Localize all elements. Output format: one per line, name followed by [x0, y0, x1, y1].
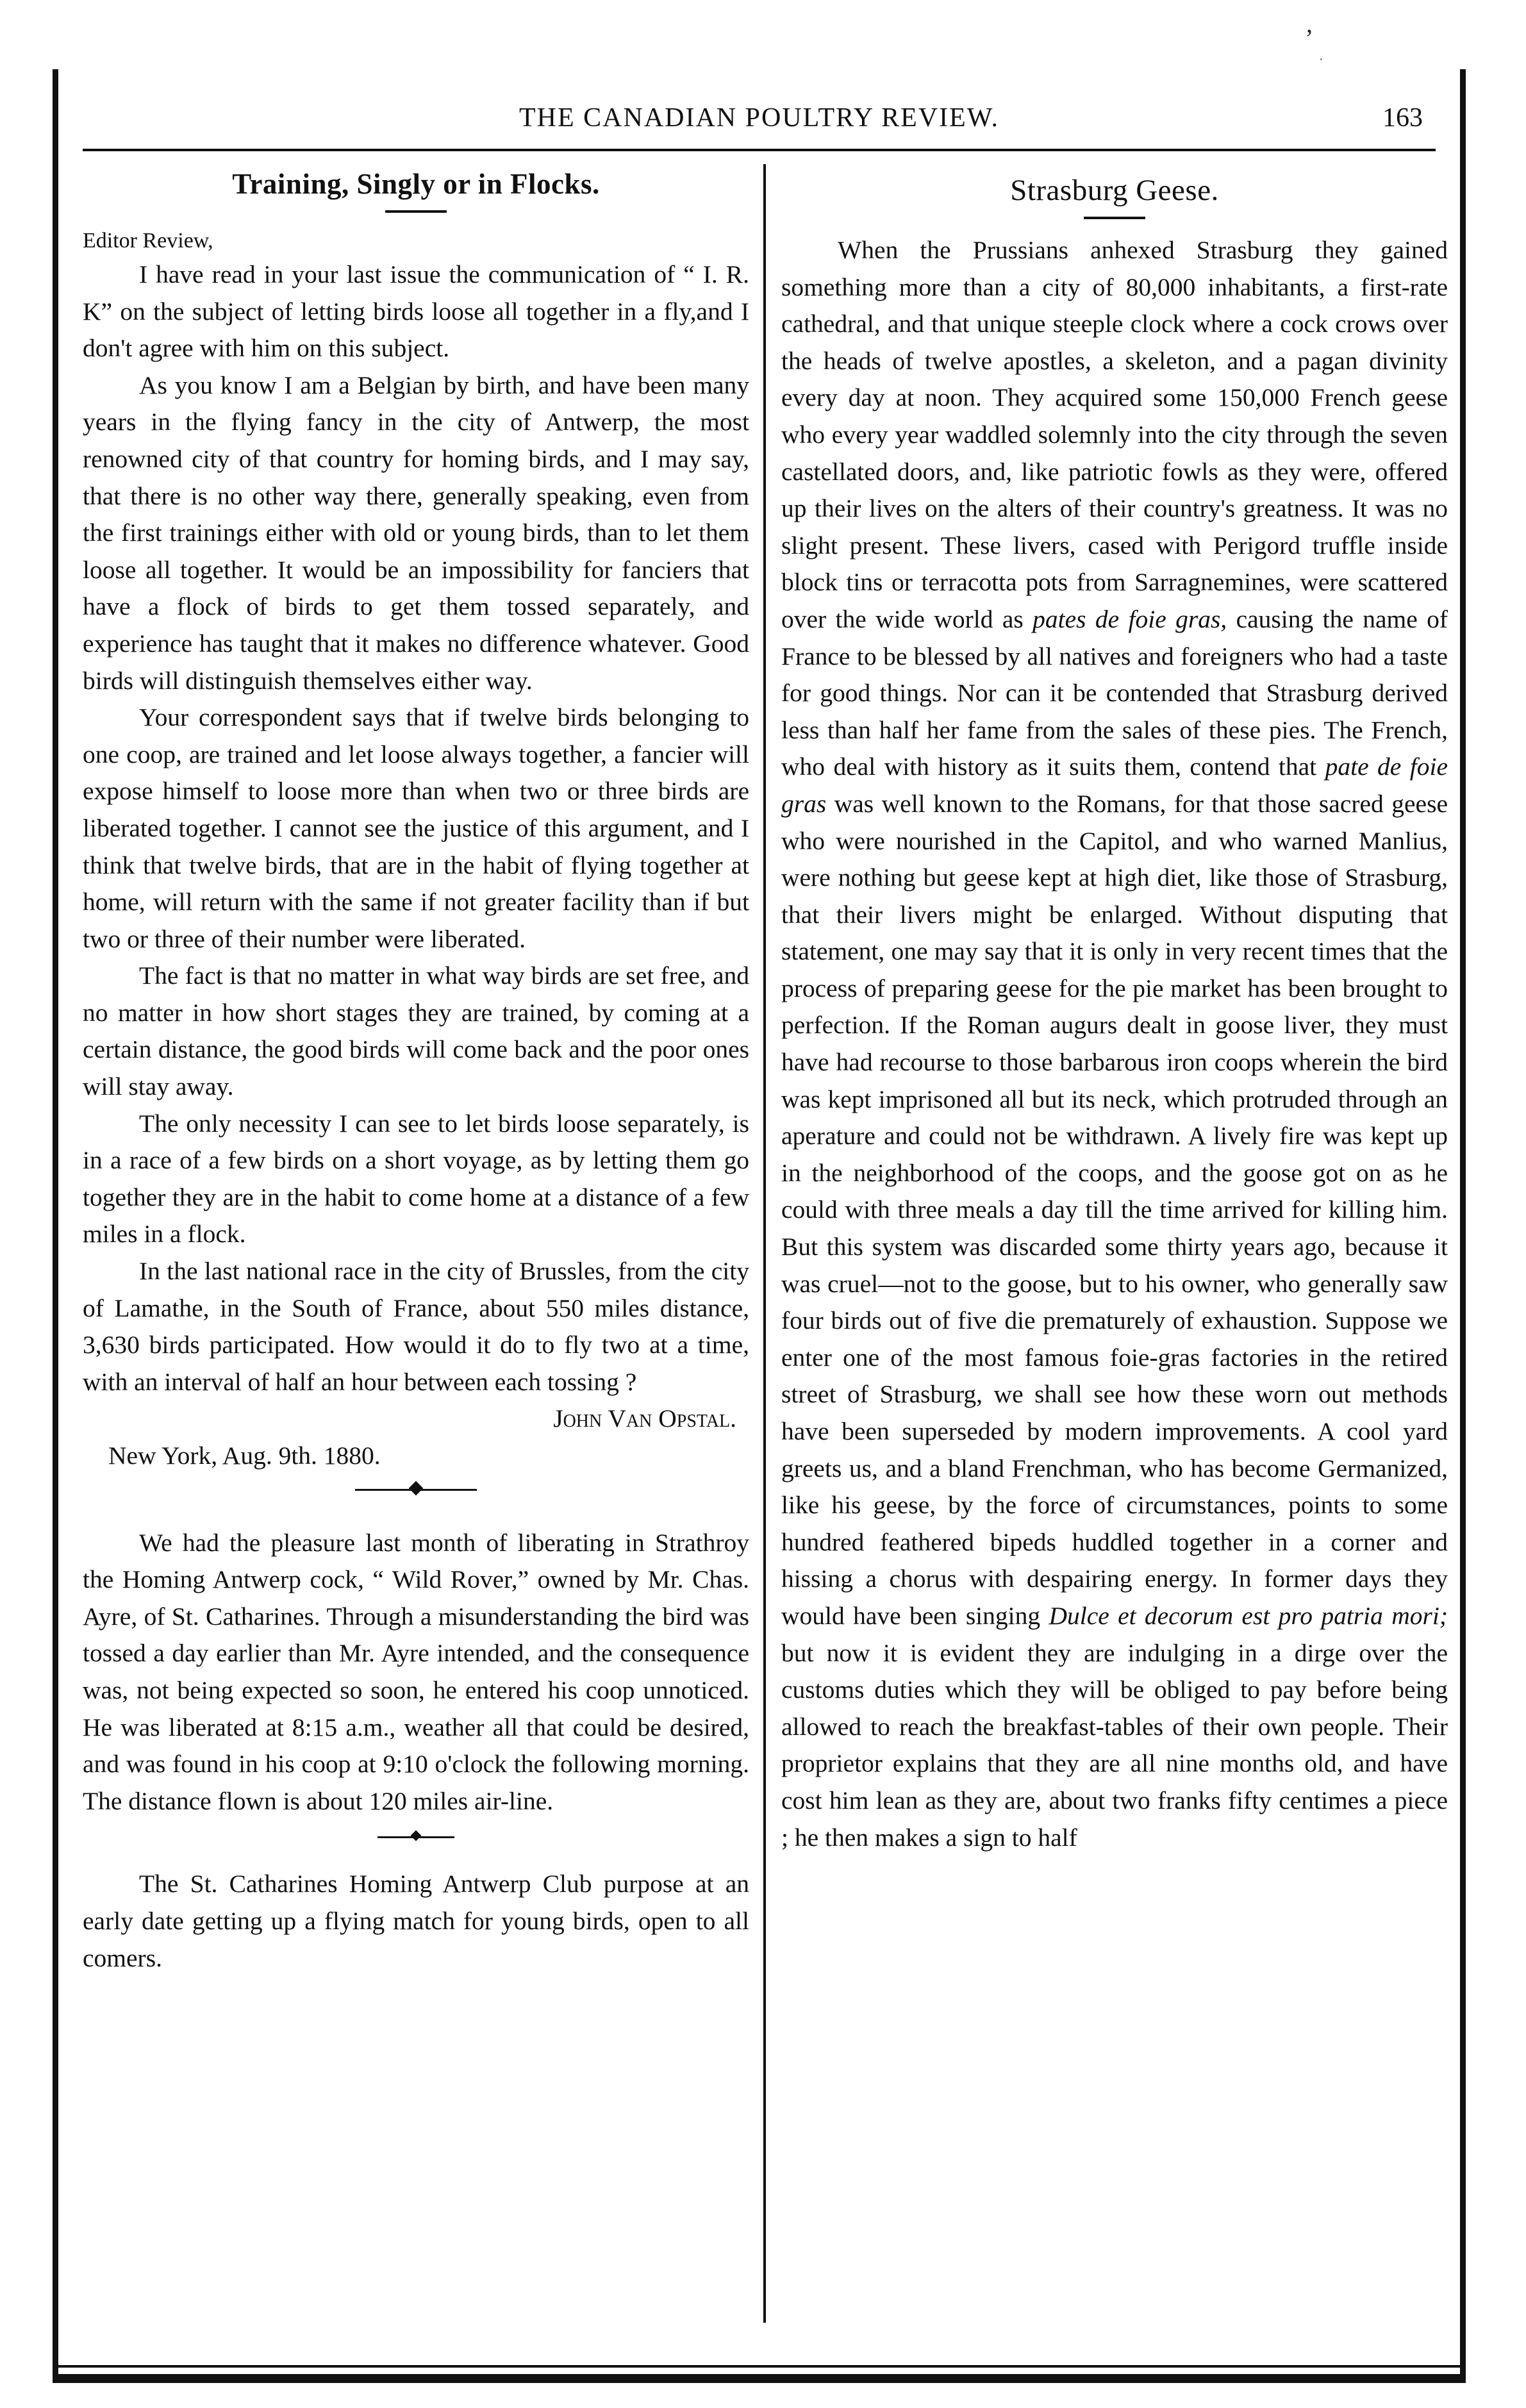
body-text: was well known to the Romans, for that those sacred geese who were nourished in the Capitol, and who warned Manlius, were nothing but geese kept at high diet, like those of Strasburg, that their livers might be enlarged. Without disputing that statement, one may say that it is only in very recent times that the process of preparing geese for the pie market has been brought to perfection. If the Roman augurs dealt in goose liver, they must have had recourse to those barbarous iron coops wherein the bird was kept imprisoned all but its neck, which protruded through an aperature and could not be withdrawn. A lively fire was kept up in the neighborhood of the coops, and the goose got on as he could with three meals a day till the time arrived for killing him. But this system was discarded some thirty years ago, because it was cruel—not to the goose, but to his owner, who generally saw four birds out of five die prematurely of exhaustion. Suppose we enter one of the most famous foie-gras factories in the retired street of Strasburg, we shall see how these worn out methods have been superseded by modern improvements. A cool yard greets us, and a bland Frenchman, who has become Germanized, like his geese, by the force of circumstances, points to some hundred feathered bipeds huddled together in a corner and hissing a chorus with despairing energy. In former days they would have been singing	[781, 789, 1448, 1630]
column-divider	[763, 164, 766, 2323]
page-frame	[53, 69, 1466, 2383]
margin-mark: ’	[1305, 24, 1314, 53]
news-item-wild-rover: We had the pleasure last month of liberating in Strathroy the Homing Antwerp cock, “ Wild Rover,” owned by Mr. Chas. Ayre, of St. Catharines. Through a misunderstanding the bird was tossed a day earlier than Mr. Ayre intended, and the consequence was, not being expected so soon, he entered his coop unnoticed. He was liberated at 8:15 a.m., weather all that could be desired, and was found in his coop at 9:10 o'clock the following morning. The distance flown is about 120 miles air-line.	[83, 1528, 749, 1815]
body-text: but now it is evident they are indulging in a dirge over the customs duties which they will be obliged to pay before being allowed to reach the breakfast-tables of their own people. Their proprietor explains that they are all nine months old, and have cost him lean as they are, about two franks fifty centimes a piece ; he then makes a sign to half	[781, 1638, 1448, 1852]
page-header	[83, 103, 1436, 151]
running-title: THE CANADIAN POULTRY REVIEW.	[519, 103, 999, 133]
news-item-club: The St. Catharines Homing Antwerp Club purpose at an early date getting up a flying match for young birds, open to all comers.	[83, 1870, 749, 1972]
margin-speck: ·	[1319, 53, 1323, 67]
italic-phrase: pates de foie gras,	[1033, 604, 1227, 633]
paragraph: Your correspondent says that if twelve birds belonging to one coop, are trained and let loose always together, a fancier will expose himself to loose more than when two or three birds are liberated together. I cannot see the justice of this argument, and I think that twelve birds, that are in the habit of flying together at home, will return with the same if not greater facility than if but two or three of their number were liberated.	[83, 703, 749, 953]
article-title-geese: Strasburg Geese.	[1010, 174, 1219, 207]
paragraph: As you know I am a Belgian by birth, and have been many years in the flying fancy in the city of Antwerp, the most renowned city of that country for homing birds, and I may say, that there is no other way there, generally speaking, even from the first trainings either with old or young birds, than to let them loose all together. It would be an impossibility for fanciers that have a flock of birds to get them tossed separately, and experience has taught that it makes no difference whatever. Good birds will distinguish themselves either way.	[83, 370, 749, 695]
section-ornament	[83, 1479, 749, 1499]
article-title-training: Training, Singly or in Flocks.	[232, 168, 600, 200]
paragraph: The only necessity I can see to let birds loose separately, is in a race of a few birds on a short voyage, as by letting them go together they are in the habit to come home at a distance of a few miles in a flock.	[83, 1109, 749, 1249]
title-rule	[1084, 217, 1145, 219]
left-column	[83, 164, 749, 2323]
ornament-diamond	[409, 1481, 424, 1495]
title-rule	[385, 210, 447, 213]
italic-phrase: pate de foie gras	[781, 752, 1448, 818]
body-text: causing the name of France to be blessed by all natives and foreigners who had a taste for good things. Nor can it be contended that Strasburg derived less than half her fame from the sales of these pies. The French, who deal with history as it suits them, contend that	[781, 604, 1448, 781]
page-number: 163	[1382, 103, 1423, 133]
geese-article-body	[781, 232, 1448, 1856]
italic-phrase: Dulce et decorum est pro patria mori;	[1049, 1601, 1448, 1630]
signature: John Van Opstal.	[553, 1404, 736, 1433]
ornament-diamond	[411, 1831, 422, 1841]
paragraph: I have read in your last issue the communication of “ I. R. K” on the subject of letting birds loose all together in a fly,and I don't agree with him on this subject.	[83, 260, 749, 363]
right-column	[781, 164, 1448, 2323]
section-ornament-small	[83, 1826, 749, 1847]
paragraph: In the last national race in the city of Brussles, from the city of Lamathe, in the South of France, about 550 miles distance, 3,630 birds participated. How would it do to fly two at a time, with an interval of half an hour between each tossing ?	[83, 1257, 749, 1396]
body-text: When the Prussians anhexed Strasburg they gained something more than a city of 80,000 inhabitants, a first-rate cathedral, and that unique steeple clock where a cock crows over the heads of twelve apostles, a skeleton, and a pagan divinity every day at noon. They acquired some 150,000 French geese who every year waddled solemnly into the city through the seven castellated doors, and, like patriotic fowls as they were, offered up their lives on the alters of their country's greatness. It was no slight present. These livers, cased with Perigord truffle inside block tins or terracotta pots from Sarragnemines, were scattered over the wide world as	[781, 236, 1448, 633]
paragraph: The fact is that no matter in what way birds are set free, and no matter in how short stages they are trained, by coming at a certain distance, the good birds will come back and the poor ones will stay away.	[83, 961, 749, 1101]
salutation: Editor Review,	[83, 229, 213, 253]
dateline: New York, Aug. 9th. 1880.	[108, 1441, 381, 1470]
